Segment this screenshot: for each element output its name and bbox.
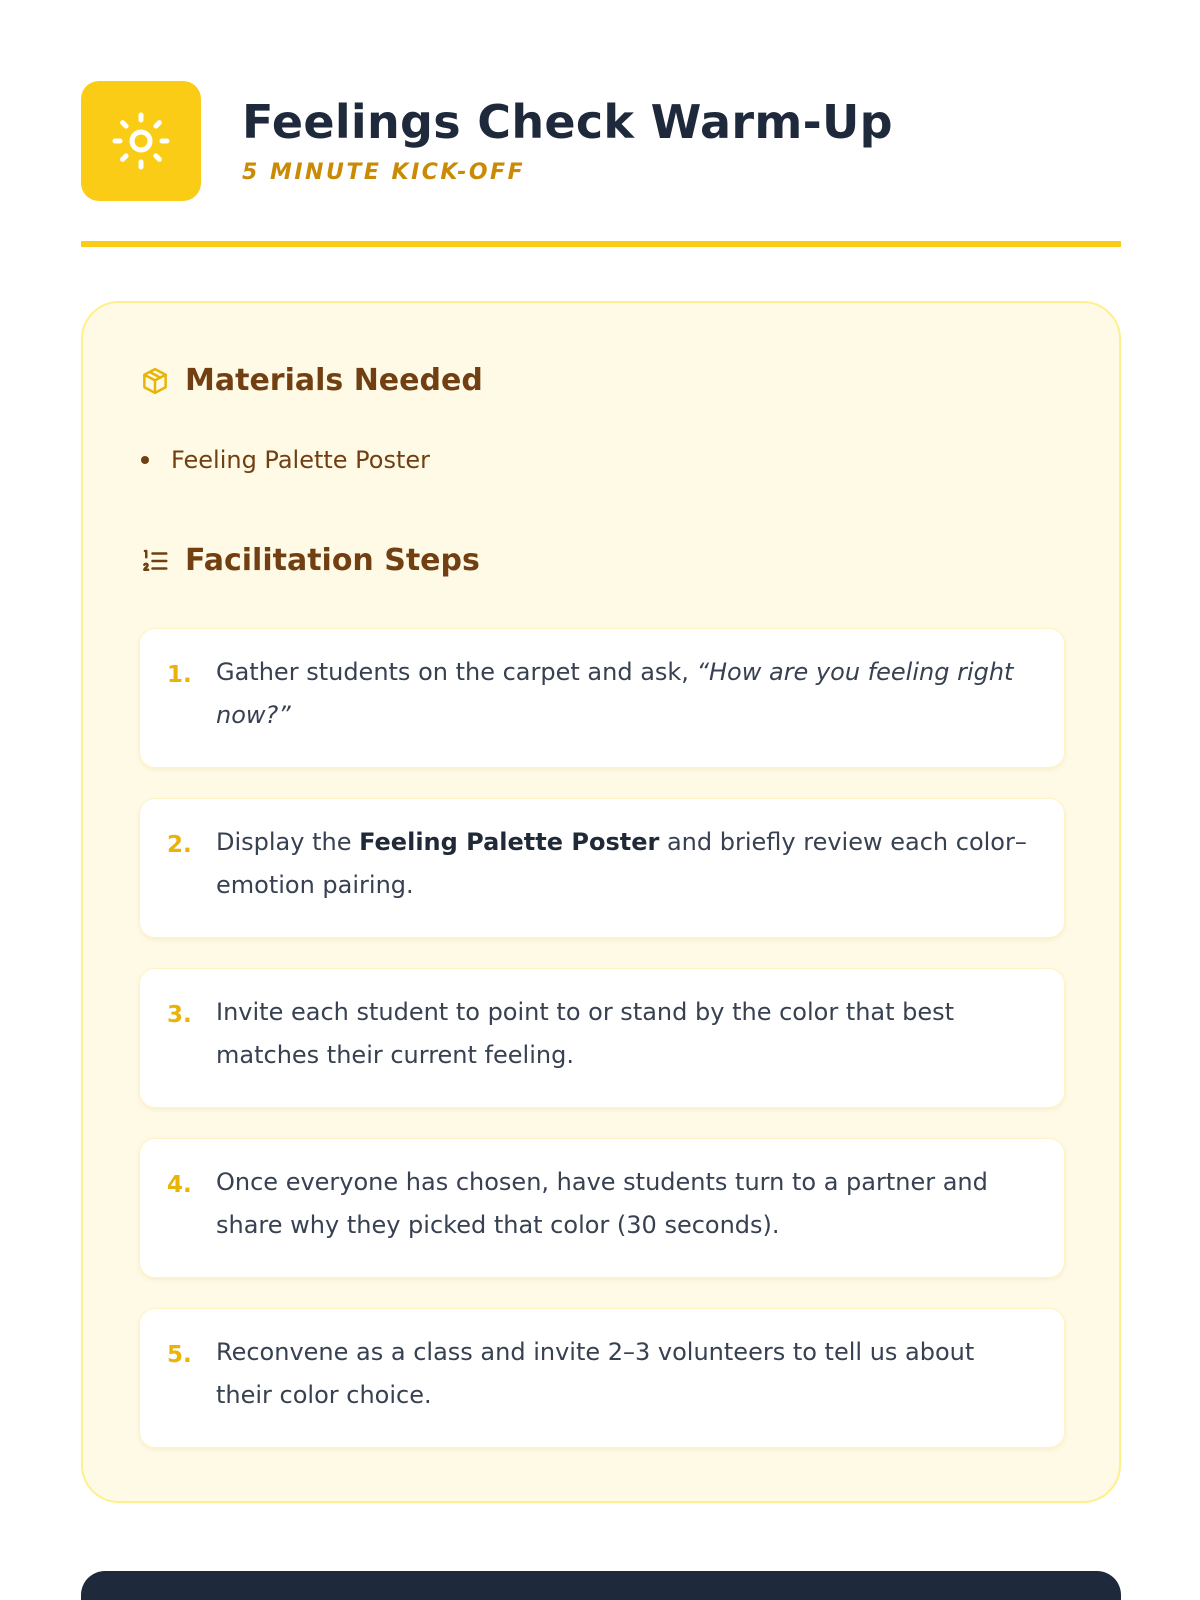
step-text-part: and briefly review each color–emotion pairing. [216, 828, 1027, 899]
logo-tile [81, 81, 201, 201]
step-number: 3. [167, 1002, 192, 1028]
steps-heading [139, 543, 480, 578]
footer-panel [81, 1571, 1121, 1600]
step-text-part: Gather students on the carpet and ask, [216, 658, 697, 686]
page-subtitle: 5 MINUTE KICK-OFF [242, 159, 526, 185]
materials-list [141, 446, 430, 474]
steps-list [139, 628, 1065, 1478]
step-text-part: Display the [216, 828, 360, 856]
step-card-5 [139, 1308, 1065, 1448]
step-card-2 [139, 798, 1065, 938]
header [81, 81, 1121, 201]
step-quote: “How are you feeling right now?” [216, 658, 1014, 729]
steps-heading-label: Facilitation Steps [185, 543, 480, 578]
step-text [216, 651, 1036, 737]
materials-heading-label: Materials Needed [185, 363, 483, 398]
step-card-1 [139, 628, 1065, 768]
step-number: 5. [167, 1342, 192, 1368]
step-number: 4. [167, 1172, 192, 1198]
step-text: Reconvene as a class and invite 2–3 volunteers to tell us about their color choice. [216, 1338, 975, 1409]
step-card-4 [139, 1138, 1065, 1278]
step-number: 2. [167, 832, 192, 858]
step-text [216, 821, 1036, 907]
lesson-card [81, 301, 1121, 1503]
page-title: Feelings Check Warm-Up [242, 95, 893, 150]
title-block [242, 97, 893, 185]
step-text: Invite each student to point to or stand by the color that best matches their current feeling. [216, 998, 955, 1069]
list-item [141, 446, 430, 474]
material-item-label: Feeling Palette Poster [171, 446, 431, 474]
package-icon [139, 365, 171, 397]
numbered-list-icon [139, 545, 171, 577]
bullet-icon [141, 456, 149, 464]
materials-heading [139, 363, 483, 398]
step-card-3 [139, 968, 1065, 1108]
step-material-name: Feeling Palette Poster [359, 828, 660, 856]
header-divider [81, 241, 1121, 247]
step-number: 1. [167, 662, 192, 688]
step-text: Once everyone has chosen, have students turn to a partner and share why they picked that color (30 seconds). [216, 1168, 988, 1239]
sun-icon [109, 109, 173, 173]
